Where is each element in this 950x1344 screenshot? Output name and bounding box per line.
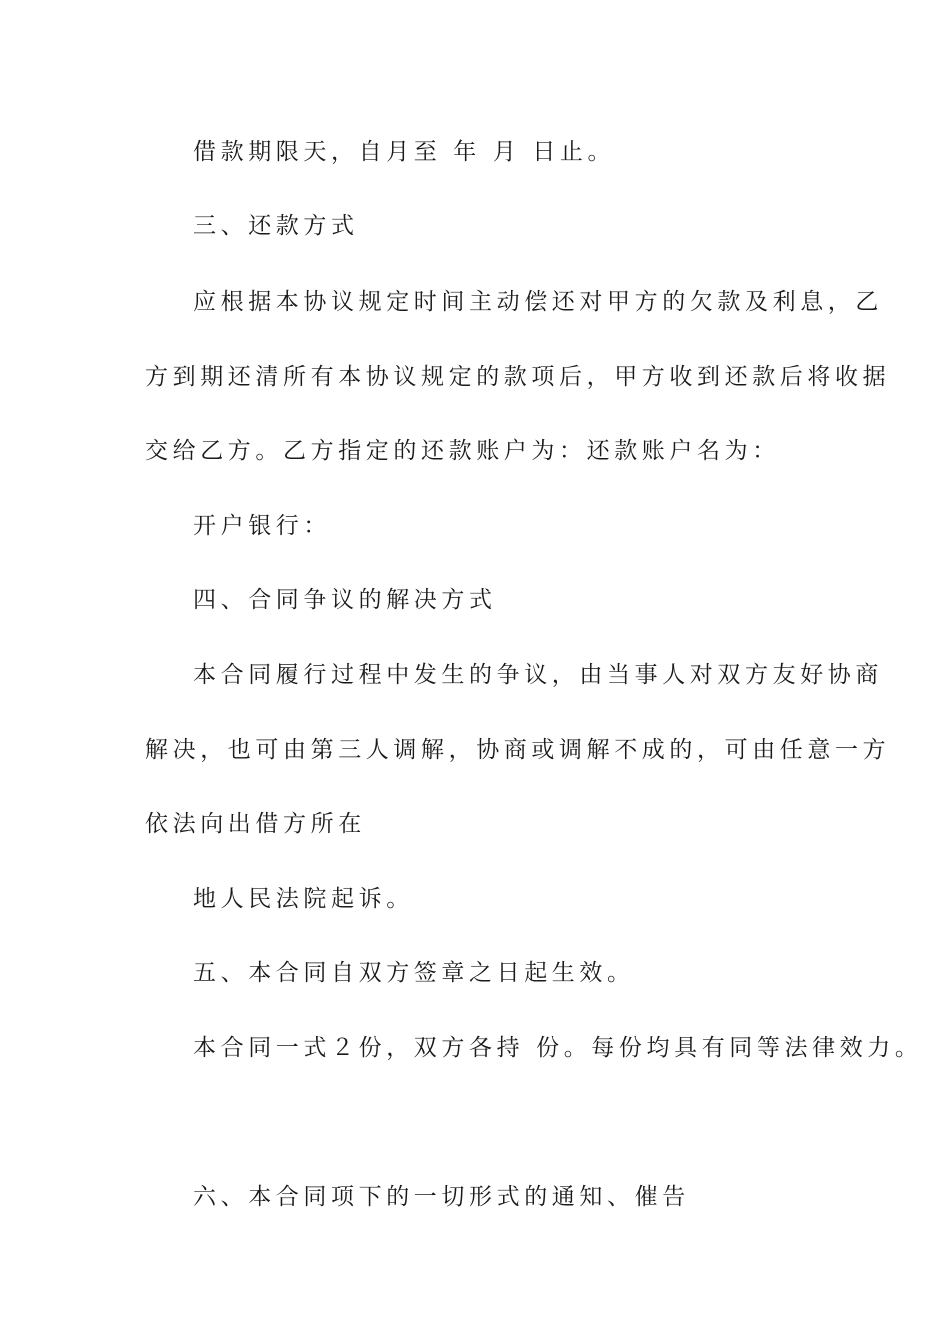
section-heading-repayment-method: 三、还款方式 bbox=[193, 213, 359, 239]
paragraph-line: 地人民法院起诉。 bbox=[193, 886, 414, 912]
section-heading-dispute-resolution: 四、合同争议的解决方式 bbox=[193, 587, 497, 613]
paragraph-line: 应根据本协议规定时间主动偿还对甲方的欠款及利息，乙 bbox=[193, 289, 883, 315]
section-heading-effective-date: 五、本合同自双方签章之日起生效。 bbox=[193, 960, 635, 986]
paragraph-line: 方到期还清所有本协议规定的款项后，甲方收到还款后将收据 bbox=[145, 364, 891, 390]
copies-line: 本合同一式２份，双方各持 份。每份均具有同等法律效力。 bbox=[193, 1035, 923, 1061]
section-heading-notices: 六、本合同项下的一切形式的通知、催告 bbox=[193, 1184, 690, 1210]
paragraph-line: 依法向出借方所在 bbox=[145, 811, 366, 837]
paragraph-line: 本合同履行过程中发生的争议，由当事人对双方友好协商 bbox=[193, 662, 883, 688]
bank-line: 开户银行： bbox=[193, 513, 331, 539]
loan-term-line: 借款期限天，自月至 年 月 日止。 bbox=[193, 139, 616, 165]
paragraph-line: 交给乙方。乙方指定的还款账户为：还款账户名为： bbox=[145, 438, 780, 464]
paragraph-line: 解决，也可由第三人调解，协商或调解不成的，可由任意一方 bbox=[145, 737, 891, 763]
